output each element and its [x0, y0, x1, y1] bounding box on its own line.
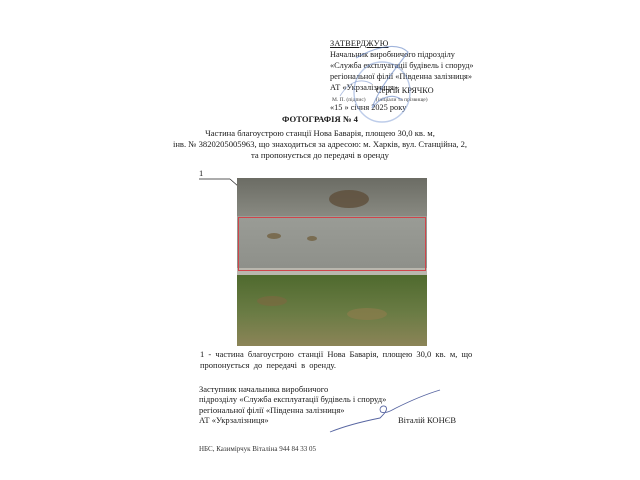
photo-leaves	[257, 296, 287, 306]
approval-line: регіональної філії «Південна залізниця»	[330, 72, 473, 81]
photo-debris-pile	[329, 190, 369, 208]
approval-line: «Служба експлуатації будівель і споруд»	[330, 61, 474, 70]
deputy-name: Віталій КОНЄВ	[398, 415, 456, 425]
description-line-2: інв. № 3820205005963, що знаходиться за адресою: м. Харків, вул. Станційна, 2,	[172, 139, 468, 149]
approval-signer-name: Сергій КРЯЧКО	[376, 86, 434, 95]
deputy-line: АТ «Укрзалізниця»	[199, 415, 269, 426]
callout-number: 1	[199, 168, 204, 178]
approval-header: ЗАТВЕРДЖУЮ	[330, 39, 389, 48]
deputy-line: регіональної філії «Південна залізниця»	[199, 404, 345, 415]
approval-line: АТ «Укрзалізниця»	[330, 83, 399, 92]
deputy-block	[199, 384, 386, 426]
site-photo	[237, 178, 427, 346]
approval-date: «15 » січня 2025 року	[330, 103, 407, 112]
highlighted-area-box	[238, 217, 426, 271]
deputy-line: Заступник начальника виробничого	[199, 384, 329, 394]
description-line-3: та пропонується до передачі в оренду	[251, 150, 389, 160]
approval-line: Начальник виробничого підрозділу	[330, 50, 455, 59]
photo-grass	[237, 275, 427, 346]
approval-name-label: (ініціали та прізвище)	[376, 97, 428, 103]
description-line-1: Частина благоустрою станції Нова Баварія, площею 30,0 кв. м,	[205, 128, 435, 138]
photo-leaves	[347, 308, 387, 320]
photo-caption	[200, 349, 472, 371]
deputy-line: підрозділу «Служба експлуатації будівель і споруд»	[199, 394, 387, 405]
approval-block	[330, 38, 474, 93]
caption-line-1: 1 - частина благоустрою станції Нова Баварія, площею 30,0 кв. м, що	[200, 349, 473, 359]
footer-contact: НБС, Казимірчук Віталіна 944 84 33 05	[199, 445, 316, 453]
photo-heading: ФОТОГРАФІЯ № 4	[282, 114, 358, 124]
approval-seal-label: М. П. (підпис)	[332, 97, 366, 103]
caption-line-2: пропонується до передачі в оренду.	[200, 360, 336, 370]
